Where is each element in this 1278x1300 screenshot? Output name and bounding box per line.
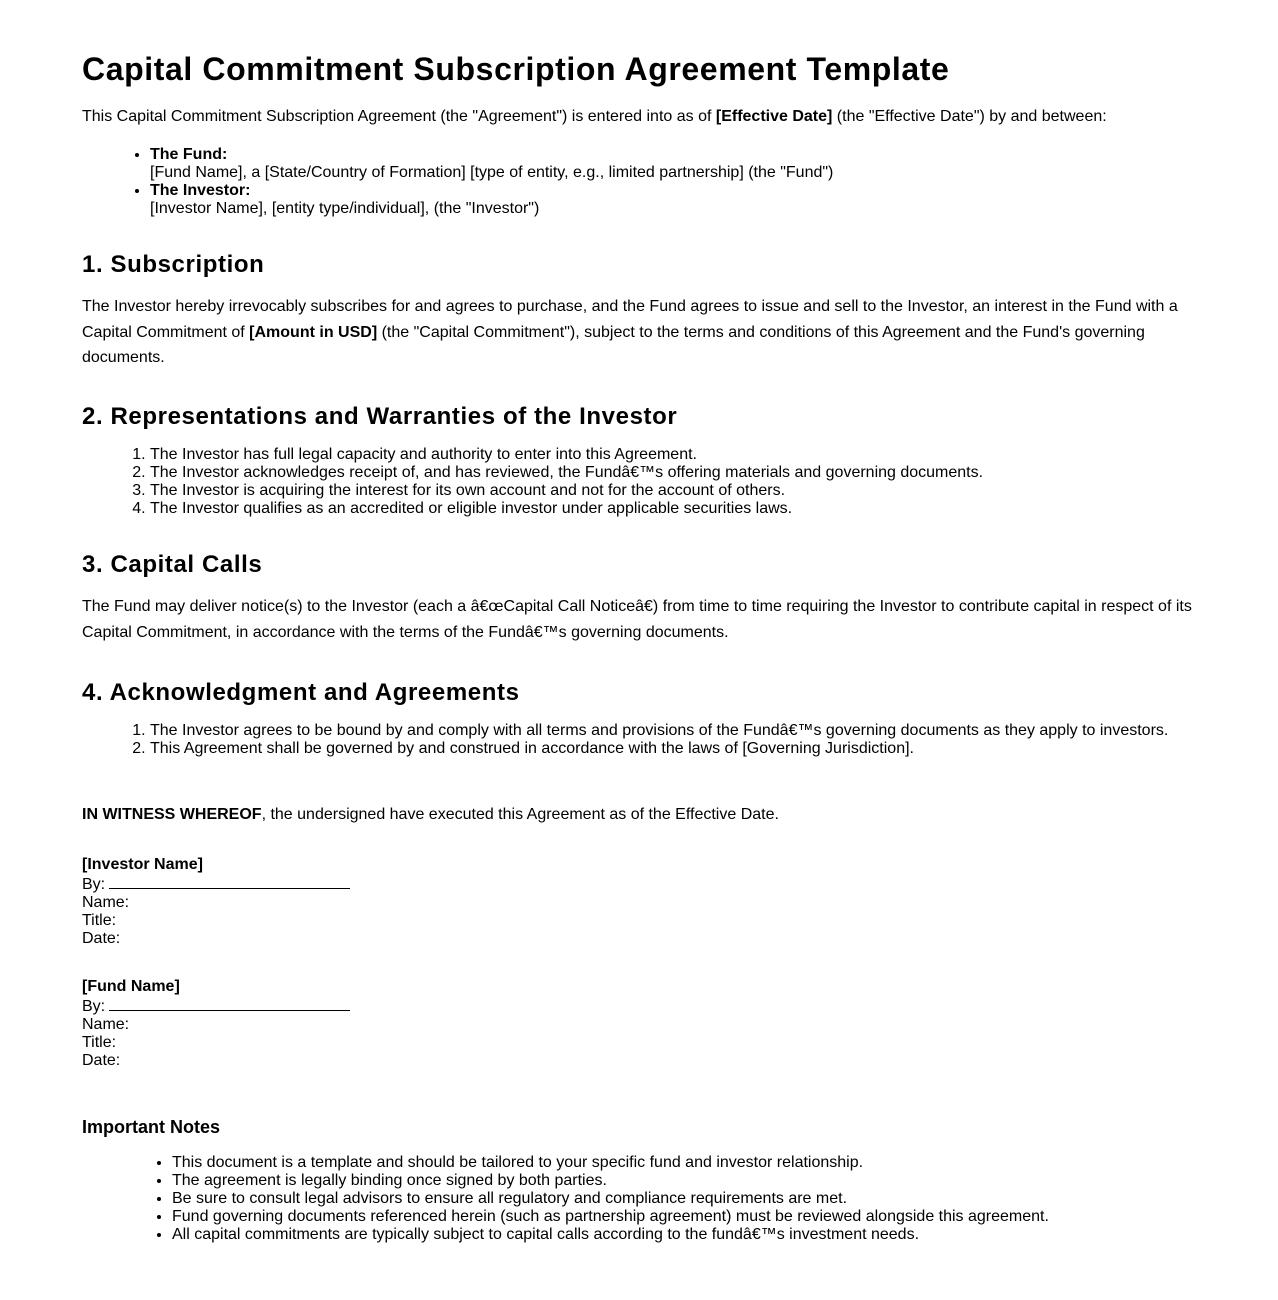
section-3-paragraph: The Fund may deliver notice(s) to the Investor (each a â€œCapital Call Noticeâ€) from time to time requiring the Investor to contribute capital in respect of its Capital Commitment, in accordance with the terms of the Fundâ€™s governing documents. [82, 598, 1192, 641]
list-item: • This document is a template and should be tailored to your specific fund and investor relationship. [172, 1154, 1049, 1172]
signature-party-name: [Investor Name] [82, 856, 203, 873]
list-item: • All capital commitments are typically subject to capital calls according to the fundâ€™s investment needs. [172, 1226, 1049, 1244]
section-2-heading: 2. Representations and Warranties of the Investor [82, 403, 678, 430]
signature-name-label: Name: [82, 1016, 130, 1033]
acknowledgments-list [82, 722, 1168, 758]
effective-date-placeholder: [Effective Date] [715, 108, 833, 125]
list-item: • Be sure to consult legal advisors to ensure all regulatory and compliance requirements are met. [172, 1190, 1049, 1208]
signature-party-name: [Fund Name] [82, 978, 180, 995]
list-item: 4. The Investor qualifies as an accredited or eligible investor under applicable securities laws. [150, 500, 983, 518]
list-item: • The agreement is legally binding once signed by both parties. [172, 1172, 1049, 1190]
fund-signature-block [82, 978, 350, 1070]
section-1-text-end: (the "Capital Commitment"), subject to the terms and conditions of this Agreement and the Fund's governing documents. [82, 323, 1145, 367]
witness-text: , the undersigned have executed this Agreement as of the Effective Date. [261, 806, 779, 823]
notes-heading: Important Notes [82, 1117, 221, 1137]
signature-title-label: Title: [82, 1034, 117, 1051]
list-item: 1. The Investor has full legal capacity and authority to enter into this Agreement. [150, 446, 983, 464]
signature-date-label: Date: [82, 930, 121, 947]
section-3-heading: 3. Capital Calls [82, 551, 263, 578]
party-label-investor: The Investor: [150, 182, 251, 199]
section-4-heading: 4. Acknowledgment and Agreements [82, 679, 520, 706]
witness-bold: IN WITNESS WHEREOF [82, 806, 262, 823]
notes-list [82, 1154, 1049, 1244]
amount-placeholder: [Amount in USD] [249, 323, 378, 341]
list-item [150, 182, 833, 218]
intro-text-end: (the "Effective Date") by and between: [832, 108, 1107, 125]
signature-name-label: Name: [82, 894, 130, 911]
witness-paragraph [82, 806, 779, 824]
list-item: 2. This Agreement shall be governed by and construed in accordance with the laws of [Governing Jurisdiction]. [150, 740, 1168, 758]
signature-line[interactable] [109, 874, 350, 889]
list-item: • Fund governing documents referenced herein (such as partnership agreement) must be reviewed alongside this agreement. [172, 1208, 1049, 1226]
party-text-investor: [Investor Name], [entity type/individual], (the "Investor") [150, 200, 540, 217]
section-1-heading: 1. Subscription [82, 251, 265, 278]
party-text-fund: [Fund Name], a [State/Country of Formation] [type of entity, e.g., limited partnership] (the "Fund") [150, 164, 834, 181]
section-1-text: The Investor hereby irrevocably subscribes for and agrees to purchase, and the Fund agrees to issue and sell to the Investor, an interest in the Fund with a Capital Commitment of [82, 298, 1178, 341]
investor-signature-block [82, 856, 350, 948]
list-item: 2. The Investor acknowledges receipt of, and has reviewed, the Fundâ€™s offering materials and governing documents. [150, 464, 983, 482]
signature-date-label: Date: [82, 1052, 121, 1069]
signature-line[interactable] [109, 996, 350, 1011]
list-item: 3. The Investor is acquiring the interest for its own account and not for the account of others. [150, 482, 983, 500]
intro-paragraph [82, 108, 1107, 126]
list-item: 1. The Investor agrees to be bound by and comply with all terms and provisions of the Fundâ€™s governing documents as they apply to investors. [150, 722, 1168, 740]
parties-list [82, 146, 833, 218]
list-item [150, 146, 833, 182]
intro-text: This Capital Commitment Subscription Agreement (the "Agreement") is entered into as of [82, 108, 716, 125]
representations-list [82, 446, 983, 518]
signature-by-label: By: [82, 998, 106, 1015]
signature-title-label: Title: [82, 912, 117, 929]
signature-by-label: By: [82, 876, 106, 893]
document-title: Capital Commitment Subscription Agreement Template [82, 51, 950, 87]
section-1-paragraph [82, 294, 1192, 371]
party-label-fund: The Fund: [150, 146, 228, 163]
